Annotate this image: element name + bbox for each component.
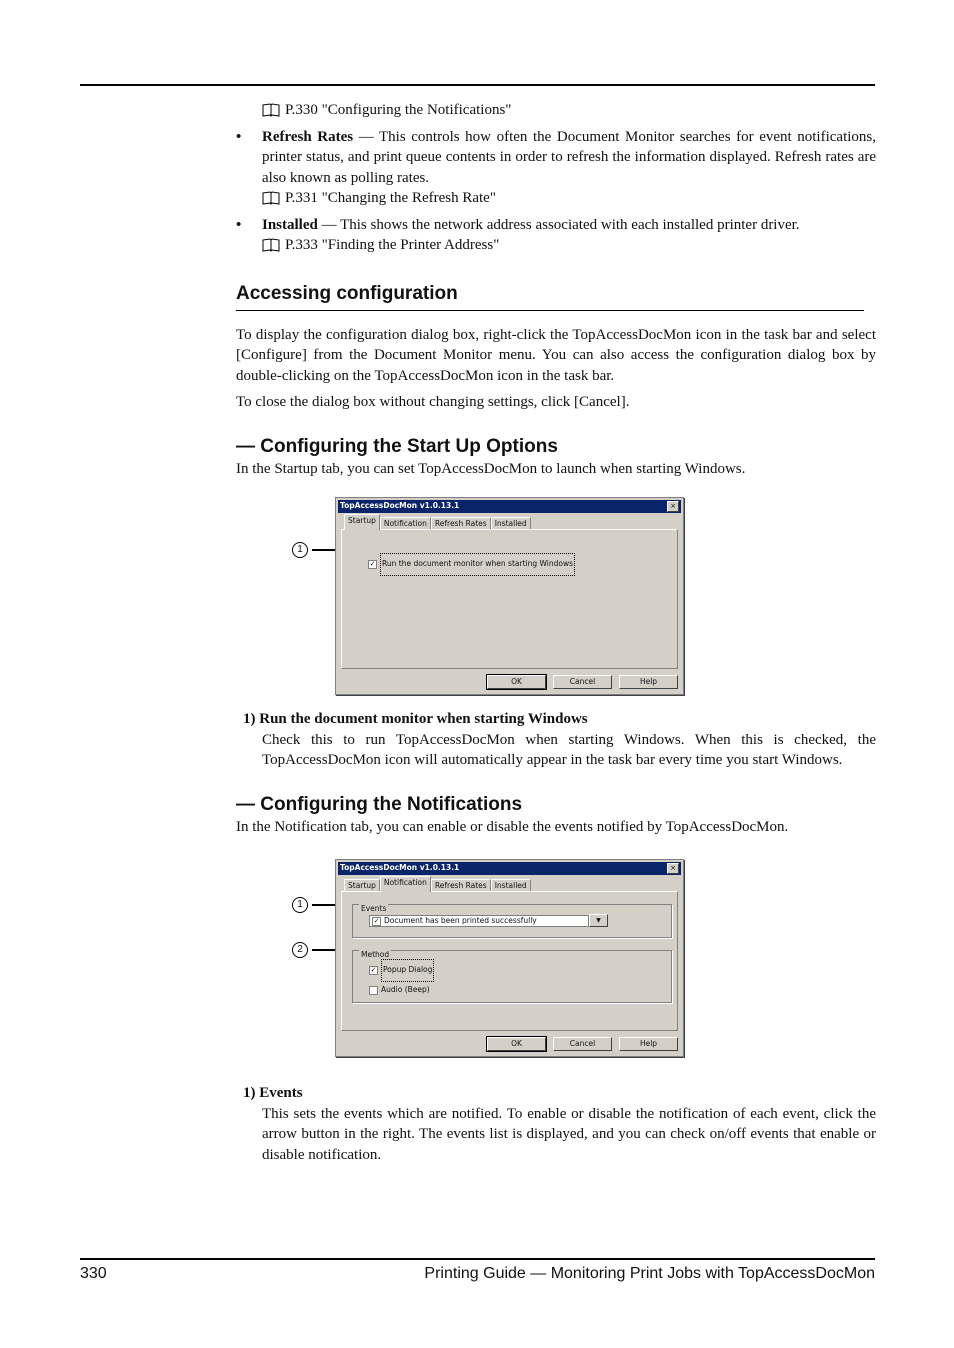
- cross-reference-refresh[interactable]: [262, 188, 876, 209]
- ok-button[interactable]: OK: [487, 675, 546, 689]
- cross-reference-notifications[interactable]: [262, 100, 876, 121]
- dialog-titlebar: [338, 500, 681, 513]
- book-icon: [262, 103, 280, 117]
- figure-startup-dialog: [236, 487, 876, 699]
- cancel-button[interactable]: Cancel: [553, 1037, 612, 1051]
- callout-number: 2: [292, 942, 308, 958]
- tab-installed[interactable]: Installed: [491, 879, 531, 892]
- footer-rule: [80, 1258, 875, 1260]
- popup-checkbox[interactable]: ✓: [370, 965, 377, 974]
- paragraph: To close the dialog box without changing settings, click [Cancel].: [236, 394, 630, 410]
- page-content: [236, 100, 876, 1165]
- bullet-text: Installed — This shows the network address associated with each installed printer driver.: [262, 216, 800, 233]
- dialog-buttons: [487, 1037, 678, 1051]
- tab-notification[interactable]: Notification: [380, 876, 431, 892]
- method-legend: Method: [359, 945, 391, 966]
- book-icon: [262, 191, 280, 205]
- tab-refresh-rates[interactable]: Refresh Rates: [431, 879, 491, 892]
- item-title: 1) Run the document monitor when starting Windows: [243, 711, 588, 727]
- item-body: Check this to run TopAccessDocMon when starting Windows. When this is checked, the TopAccessDocMon icon will automatically appear in the task bar every time you start Windows.: [262, 731, 876, 768]
- cancel-button[interactable]: Cancel: [553, 675, 612, 689]
- checkbox-label: Run the document monitor when starting Windows: [380, 553, 575, 576]
- cross-reference-text: P.333 "Finding the Printer Address": [285, 237, 500, 253]
- dropdown-arrow-icon[interactable]: ▼: [589, 914, 608, 927]
- tab-installed[interactable]: Installed: [491, 517, 531, 530]
- audio-checkbox[interactable]: [369, 986, 378, 995]
- startup-checkbox-row[interactable]: [368, 553, 575, 576]
- tab-strip: [344, 877, 531, 892]
- figure-notification-dialog: [236, 857, 876, 1069]
- subheading-startup: — Configuring the Start Up Options: [236, 435, 558, 457]
- bullet-refresh-rates: [236, 127, 876, 209]
- audio-checkbox-row[interactable]: [369, 980, 430, 1001]
- popup-label: Popup Dialog: [381, 959, 434, 982]
- cross-reference-text: P.330 "Configuring the Notifications": [285, 102, 512, 118]
- close-icon[interactable]: ×: [667, 863, 679, 874]
- tab-strip: [344, 515, 531, 530]
- paragraph: To display the configuration dialog box, right-click the TopAccessDocMon icon in the task bar and select [Configure] from the Document Monitor menu. You can also access the configuration dialog box by double-clicking on the TopAccessDocMon icon in the task bar.: [236, 326, 876, 384]
- help-button[interactable]: Help: [619, 1037, 678, 1051]
- startup-checkbox[interactable]: ✓: [369, 559, 376, 568]
- callout-number: 1: [292, 897, 308, 913]
- section-heading-accessing: Accessing configuration: [236, 282, 864, 311]
- footer-title: Printing Guide — Monitoring Print Jobs with TopAccessDocMon: [424, 1265, 875, 1282]
- dialog-title: TopAccessDocMon v1.0.13.1: [340, 501, 460, 511]
- events-select[interactable]: [369, 915, 589, 927]
- dialog-buttons: [487, 675, 678, 689]
- bullet-dot: •: [236, 128, 242, 145]
- paragraph: In the Startup tab, you can set TopAccessDocMon to launch when starting Windows.: [236, 460, 746, 477]
- events-group: [352, 904, 672, 938]
- bullet-text: Refresh Rates — This controls how often the Document Monitor searches for event notifications, printer status, and print queue contents in order to refresh the information displayed. Refresh rates are also known as polling rates.: [262, 128, 876, 186]
- bullet-dot: •: [236, 216, 242, 233]
- audio-label: Audio (Beep): [381, 985, 430, 994]
- config-dialog-notification: [335, 859, 684, 1057]
- tab-panel: [341, 529, 678, 669]
- paragraph: In the Notification tab, you can enable or disable the events notified by TopAccessDocMon.: [236, 818, 789, 835]
- book-icon: [262, 238, 280, 252]
- callout-number: 1: [292, 542, 308, 558]
- config-dialog-startup: [335, 497, 684, 695]
- dialog-title: TopAccessDocMon v1.0.13.1: [340, 863, 460, 873]
- ok-button[interactable]: OK: [487, 1037, 546, 1051]
- item-body: This sets the events which are notified. To enable or disable the notification of each event, click the arrow button in the right. The events list is displayed, and you can check on/off events that enable or disable notification.: [262, 1105, 876, 1163]
- cross-reference-address[interactable]: [262, 235, 876, 256]
- tab-startup[interactable]: Startup: [344, 879, 380, 892]
- header-rule: [80, 84, 875, 86]
- events-selected-value: Document has been printed successfully: [384, 915, 537, 925]
- cross-reference-text: P.331 "Changing the Refresh Rate": [285, 190, 496, 206]
- subheading-notifications: — Configuring the Notifications: [236, 793, 523, 815]
- term: Installed: [262, 216, 318, 233]
- events-checkbox[interactable]: ✓: [373, 916, 380, 925]
- tab-refresh-rates[interactable]: Refresh Rates: [431, 517, 491, 530]
- item-run-on-startup: [236, 709, 876, 771]
- tab-panel: [341, 891, 678, 1031]
- events-legend: Events: [359, 899, 388, 920]
- help-button[interactable]: Help: [619, 675, 678, 689]
- method-group: [352, 950, 672, 1003]
- popup-checkbox-row[interactable]: [369, 959, 434, 982]
- tab-notification[interactable]: Notification: [380, 517, 431, 530]
- item-title: 1) Events: [243, 1085, 303, 1101]
- dialog-titlebar: [338, 862, 681, 875]
- term: Refresh Rates: [262, 128, 354, 145]
- bullet-installed: [236, 215, 876, 256]
- item-events: [236, 1083, 876, 1165]
- tab-startup[interactable]: Startup: [344, 514, 380, 530]
- close-icon[interactable]: ×: [667, 501, 679, 512]
- page-number: 330: [80, 1265, 107, 1282]
